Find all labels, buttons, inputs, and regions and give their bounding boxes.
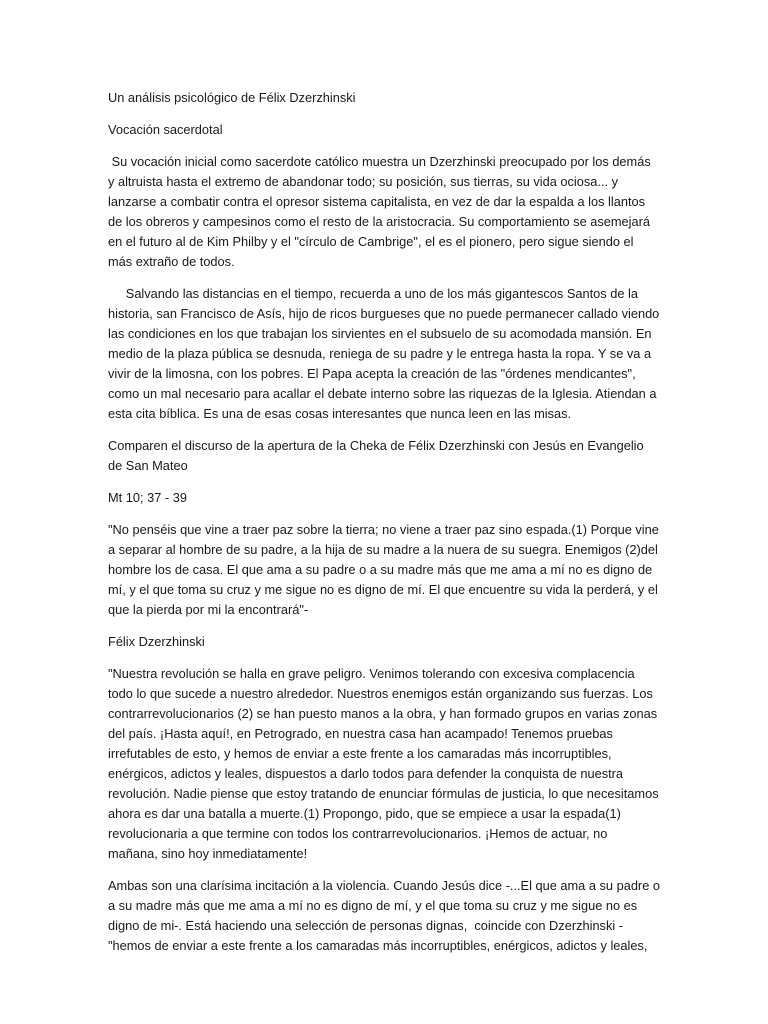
document-title: Un análisis psicológico de Félix Dzerzhinski <box>108 90 356 105</box>
section-heading: Vocación sacerdotal <box>108 122 223 137</box>
bible-citation: Mt 10; 37 - 39 <box>108 490 187 505</box>
quote-jesus: "No penséis que vine a traer paz sobre la tierra; no viene a traer paz sino espada.(1) Porque vine a separar al hombre de su padre, a la hija de su madre a la nuera de su suegra. Enemigos (2)del hombre los de casa. El que ama a su padre o a su madre más que me ama a mí no es digno de mí, y el que toma su cruz y me sigue no es digno de mí. El que encuentre su vida la perderá, y el que la pierda por mi la encontrará"- <box>108 522 659 617</box>
paragraph-compare: Comparen el discurso de la apertura de la Cheka de Félix Dzerzhinski con Jesús en Evangelio de San Mateo <box>108 438 644 473</box>
quote-felix: "Nuestra revolución se halla en grave peligro. Venimos tolerando con excesiva complacencia todo lo que sucede a nuestro alrededor. Nuestros enemigos están organizando sus fuerzas. Los contrarrevolucionarios (2) se han puesto manos a la obra, y han formado grupos en varias zonas del país. ¡Hasta aquí!, en Petrogrado, en nuestra casa han acampado! Tenemos pruebas irrefutables de esto, y hemos de enviar a este frente a los camaradas más incorruptibles, enérgicos, adictos y leales, dispuestos a darlo todos para defender la conquista de nuestra revolución. Nadie piense que estoy tratando de enunciar fórmulas de justicia, lo que necesitamos ahora es dar una batalla a muerte.(1) Propongo, pido, que se empiece a usar la espada(1) revolucionaria a que termine con todos los contrarrevolucionarios. ¡Hemos de actuar, no mañana, sino hoy inmediatamente! <box>108 666 659 861</box>
speaker-name: Félix Dzerzhinski <box>108 634 205 649</box>
document-page <box>108 88 664 956</box>
paragraph-francis: Salvando las distancias en el tiempo, recuerda a uno de los más gigantescos Santos de la historia, san Francisco de Asís, hijo de ricos burgueses que no puede permanecer callado viendo las condiciones en los que trabajan los sirvientes en el subsuelo de su acomodada mansión. En medio de la plaza pública se desnuda, reniega de su padre y le entrega hasta la ropa. Y se va a vivir de la limosna, con los pobres. El Papa acepta la creación de las "órdenes mendicantes", como un mal necesario para acallar el debate interno sobre las riquezas de la Iglesia. Atiendan a esta cita bíblica. Es una de esas cosas interesantes que nunca leen en las misas. <box>108 286 663 421</box>
paragraph-conclusion: Ambas son una clarísima incitación a la violencia. Cuando Jesús dice -...El que ama a su padre o a su madre más que me ama a mí no es digno de mí, y el que toma su cruz y me sigue no es digno de mi-. Está haciendo una selección de personas dignas, coincide con Dzerzhinski - "hemos de enviar a este frente a los camaradas más incorruptibles, enérgicos, adictos y leales, <box>108 878 664 953</box>
paragraph-vocation: Su vocación inicial como sacerdote católico muestra un Dzerzhinski preocupado por los demás y altruista hasta el extremo de abandonar todo; su posición, sus tierras, su vida ociosa... y lanzarse a combatir contra el opresor sistema capitalista, en vez de dar la espalda a los llantos de los obreros y campesinos como el resto de la aristocracia. Su comportamiento se asemejará en el futuro al de Kim Philby y el "círculo de Cambrige", el es el pionero, pero sigue siendo el más extraño de todos. <box>108 154 655 269</box>
